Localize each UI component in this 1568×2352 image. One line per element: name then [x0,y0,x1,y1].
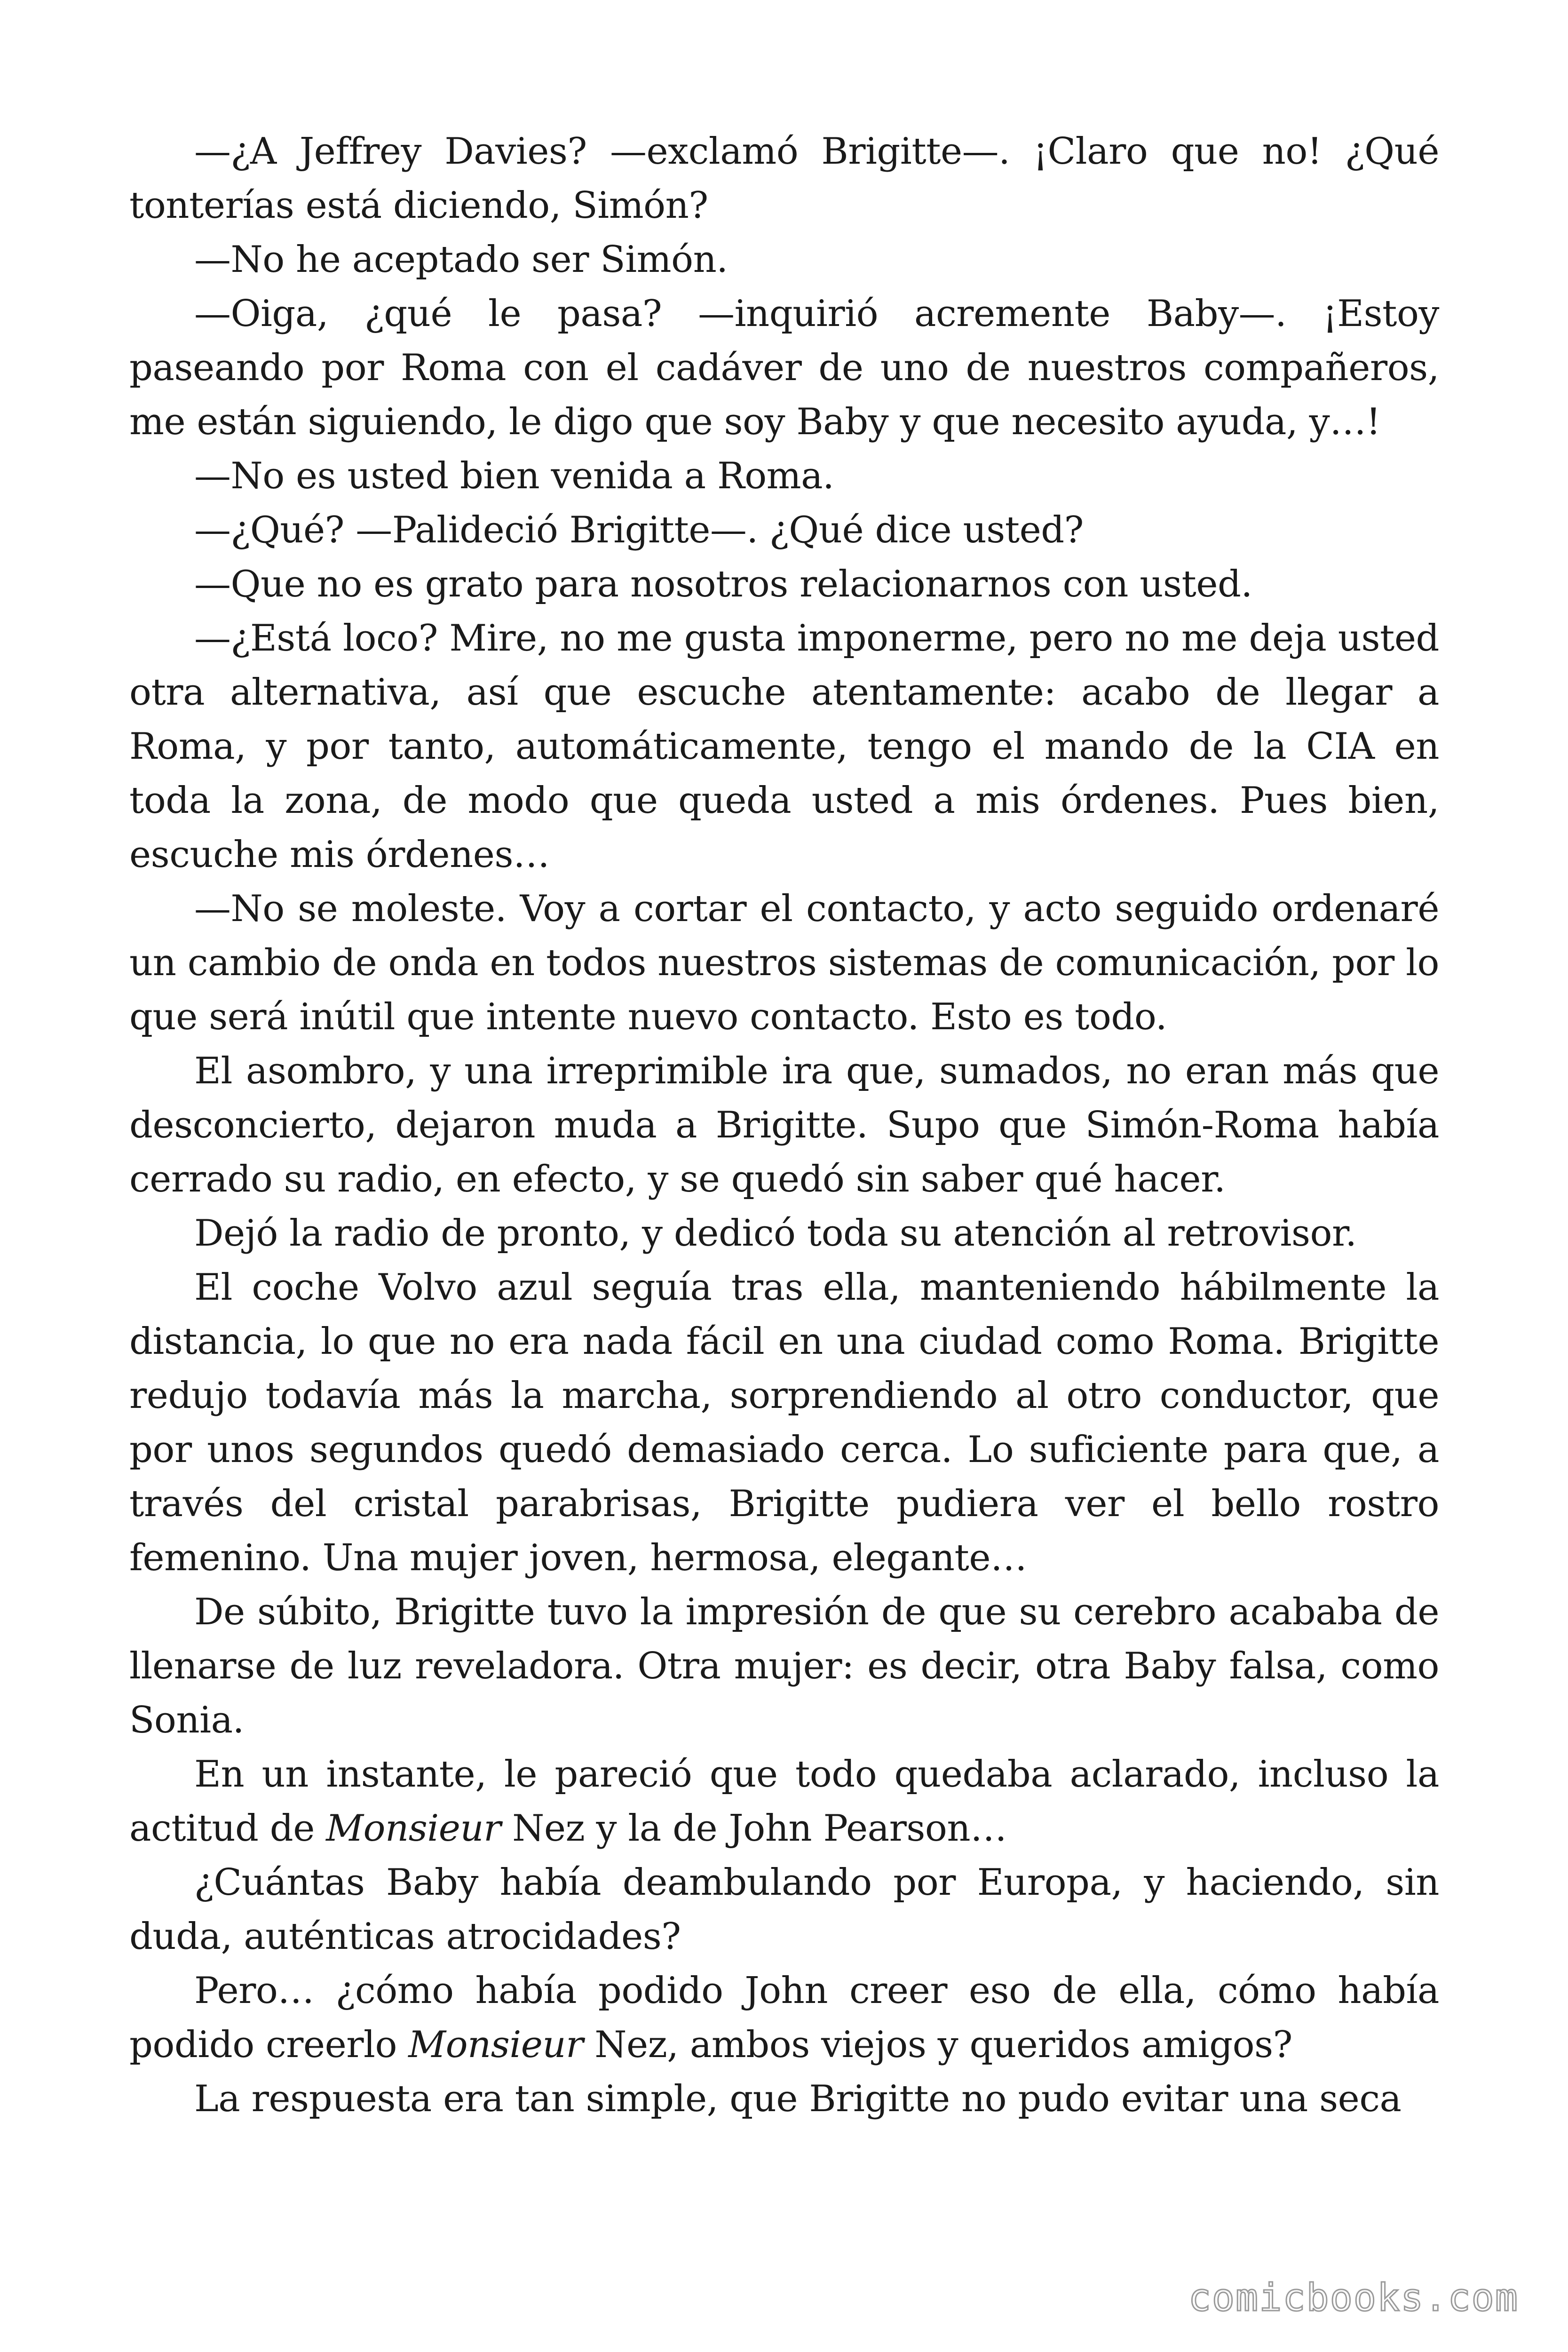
paragraph-14 [129,1856,1439,1964]
paragraph-text: Pero… ¿cómo había podido John creer eso de ella, cómo había podido creerlo [129,1970,1439,2066]
paragraph-text: —No se moleste. Voy a cortar el contacto, y acto seguido ordenaré un cambio de onda en todos nuestros sistemas de comunicación, por lo que será inútil que intente nuevo contacto. Esto es todo. [129,888,1439,1038]
paragraph-text: —¿Qué? —Palideció Brigitte—. ¿Qué dice usted? [194,509,1084,551]
paragraph-text: Dejó la radio de pronto, y dedicó toda su atención al retrovisor. [194,1212,1357,1255]
paragraph-text: Nez y la de John Pearson… [500,1807,1007,1850]
paragraph-text: —¿A Jeffrey Davies? —exclamó Brigitte—. ¡Claro que no! ¿Qué tonterías está diciendo, Simón? [129,130,1439,227]
paragraph-7 [129,612,1439,882]
paragraph-text: —No es usted bien venida a Roma. [194,455,834,497]
paragraph-text: Nez, ambos viejos y queridos amigos? [583,2024,1292,2066]
paragraph-13 [129,1748,1439,1856]
paragraph-5 [129,503,1439,557]
paragraph-3 [129,287,1439,449]
paragraph-text: —No he aceptado ser Simón. [194,238,728,281]
paragraph-4 [129,449,1439,503]
paragraph-text: En un instante, le pareció que todo quedaba aclarado, incluso la actitud de [129,1753,1439,1850]
paragraph-text: El coche Volvo azul seguía tras ella, manteniendo hábilmente la distancia, lo que no era nada fácil en una ciudad como Roma. Brigitte redujo todavía más la marcha, sorprendiendo al otro conductor, que por unos segundos quedó demasiado cerca. Lo suficiente para que, a través del cristal parabrisas, Brigitte pudiera ver el bello rostro femenino. Una mujer joven, hermosa, elegante… [129,1266,1439,1579]
paragraph-text: ¿Cuántas Baby había deambulando por Europa, y haciendo, sin duda, auténticas atrocidades? [129,1861,1439,1958]
paragraph-11 [129,1261,1439,1585]
paragraph-10 [129,1207,1439,1261]
paragraph-12 [129,1585,1439,1748]
italic-word: Monsieur [408,2024,583,2066]
paragraph-1 [129,125,1439,233]
paragraph-text: —Oiga, ¿qué le pasa? —inquirió acremente Baby—. ¡Estoy paseando por Roma con el cadáver de uno de nuestros compañeros, me están siguiendo, le digo que soy Baby y que necesito ayuda, y…! [129,293,1439,443]
paragraph-2 [129,233,1439,287]
body-text [129,125,1439,2126]
paragraph-text: —Que no es grato para nosotros relacionarnos con usted. [194,563,1252,605]
paragraph-15 [129,1964,1439,2072]
paragraph-text: De súbito, Brigitte tuvo la impresión de que su cerebro acababa de llenarse de luz reveladora. Otra mujer: es decir, otra Baby falsa, como Sonia. [129,1591,1439,1741]
paragraph-8 [129,882,1439,1044]
paragraph-9 [129,1044,1439,1207]
watermark: comicbooks.com [1188,2276,1519,2320]
paragraph-16 [129,2072,1439,2126]
paragraph-text: El asombro, y una irreprimible ira que, sumados, no eran más que desconcierto, dejaron muda a Brigitte. Supo que Simón-Roma había cerrado su radio, en efecto, y se quedó sin saber qué hacer. [129,1050,1439,1200]
italic-word: Monsieur [326,1807,501,1850]
paragraph-6 [129,557,1439,612]
paragraph-text: La respuesta era tan simple, que Brigitte no pudo evitar una seca [194,2078,1402,2120]
paragraph-text: —¿Está loco? Mire, no me gusta imponerme, pero no me deja usted otra alternativa, así que escuche atentamente: acabo de llegar a Roma, y por tanto, automáticamente, tengo el mando de la CIA en toda la zona, de modo que queda usted a mis órdenes. Pues bien, escuche mis órdenes… [129,617,1439,876]
